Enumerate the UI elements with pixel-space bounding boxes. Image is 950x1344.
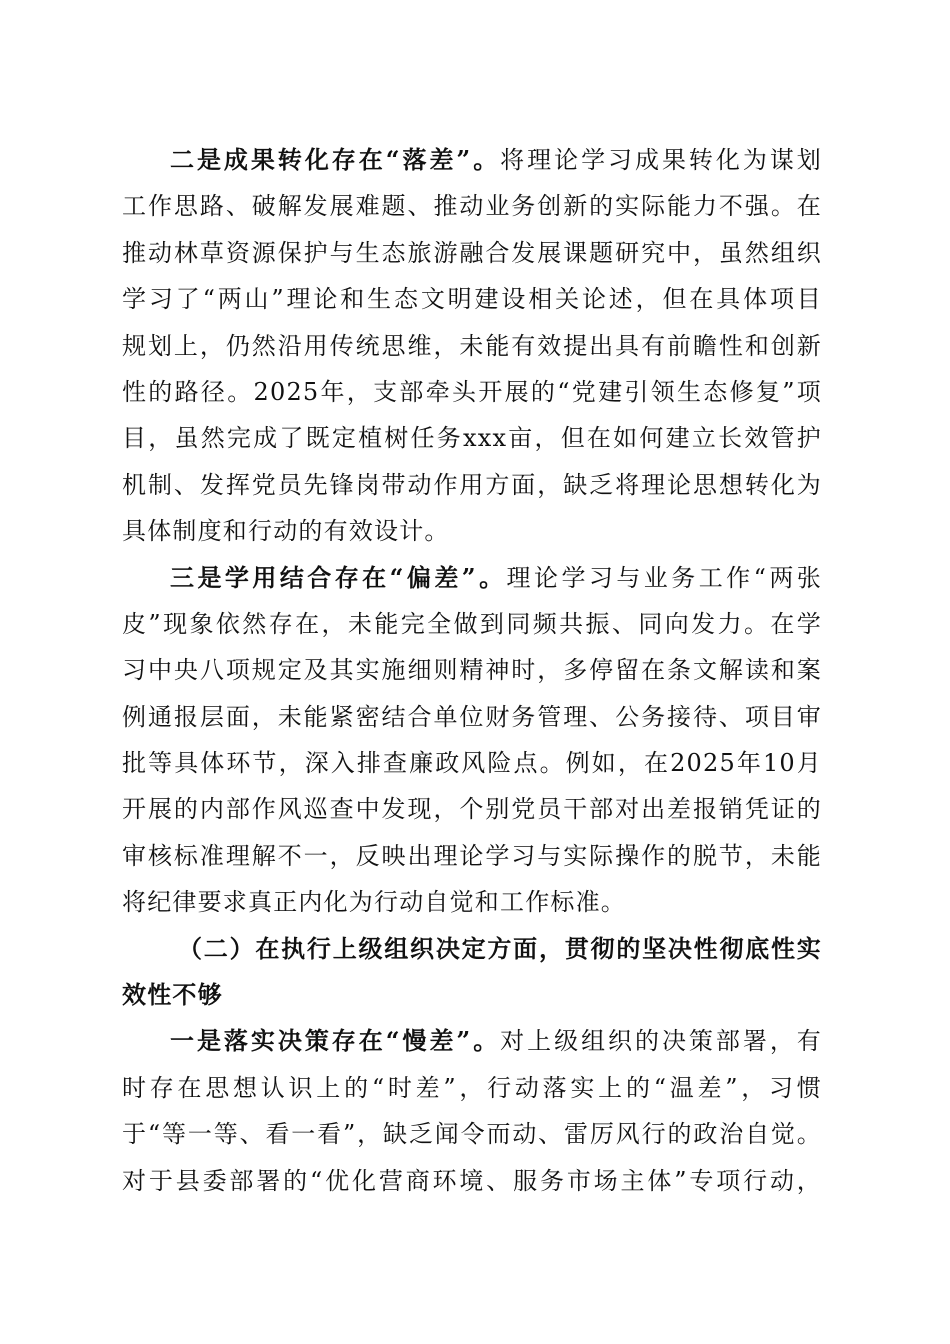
paragraph-2-line-3: 习中央八项规定及其实施细则精神时，多停留在条文解读和案 [122,656,822,685]
paragraph-1-lead: 二是成果转化存在“落差”。 [170,145,501,174]
paragraph-3-text: 对上级组织的决策部署，有 [500,1027,822,1056]
paragraph-1-line-1 [122,137,822,183]
paragraph-1-line-8: 机制、发挥党员先锋岗带动作用方面，缺乏将理论思想转化为 [122,470,822,499]
paragraph-1-line-7: 目，虽然完成了既定植树任务xxx亩，但在如何建立长效管护 [122,424,822,453]
paragraph-2-lead: 三是学用结合存在“偏差”。 [170,562,507,592]
section-heading-line-1: （二）在执行上级组织决定方面，贯彻的坚决性彻底性实 [178,933,822,963]
paragraph-1-line-5: 规划上，仍然沿用传统思维，未能有效提出具有前瞻性和创新 [122,331,822,360]
paragraph-2-line-5: 批等具体环节，深入排查廉政风险点。例如，在2025年10月 [122,749,822,778]
section-heading-line-2: 效性不够 [122,980,223,1010]
paragraph-2-text: 理论学习与业务工作“两张 [506,563,823,592]
paragraph-3-line-3: 于“等一等、看一看”，缺乏闻令而动、雷厉风行的政治自觉。 [122,1120,822,1149]
paragraph-2-line-6: 开展的内部作风巡查中发现，个别党员干部对出差报销凭证的 [122,795,822,824]
paragraph-2-line-4: 例通报层面，未能紧密结合单位财务管理、公务接待、项目审 [122,702,822,731]
paragraph-3-line-4: 对于县委部署的“优化营商环境、服务市场主体”专项行动， [122,1166,822,1195]
paragraph-1-text: 将理论学习成果转化为谋划 [500,146,822,174]
paragraph-1-line-6: 性的路径。2025年，支部牵头开展的“党建引领生态修复”项 [122,377,822,406]
paragraph-1-line-9: 具体制度和行动的有效设计。 [122,517,450,546]
paragraph-2-line-1 [122,555,822,601]
paragraph-1-line-4: 学习了“两山”理论和生态文明建设相关论述，但在具体项目 [122,285,822,314]
paragraph-2-line-8: 将纪律要求真正内化为行动自觉和工作标准。 [122,888,626,917]
paragraph-3-lead: 一是落实决策存在“慢差”。 [170,1026,501,1056]
paragraph-2-line-2: 皮”现象依然存在，未能完全做到同频共振、同向发力。在学 [122,609,822,638]
paragraph-3-line-2: 时存在思想认识上的“时差”，行动落实上的“温差”，习惯 [122,1073,822,1102]
document-page [122,137,822,1204]
paragraph-2-line-7: 审核标准理解不一，反映出理论学习与实际操作的脱节，未能 [122,841,822,870]
paragraph-1-line-3: 推动林草资源保护与生态旅游融合发展课题研究中，虽然组织 [122,238,822,267]
paragraph-1-line-2: 工作思路、破解发展难题、推动业务创新的实际能力不强。在 [122,192,822,221]
paragraph-3-line-1 [122,1018,822,1064]
